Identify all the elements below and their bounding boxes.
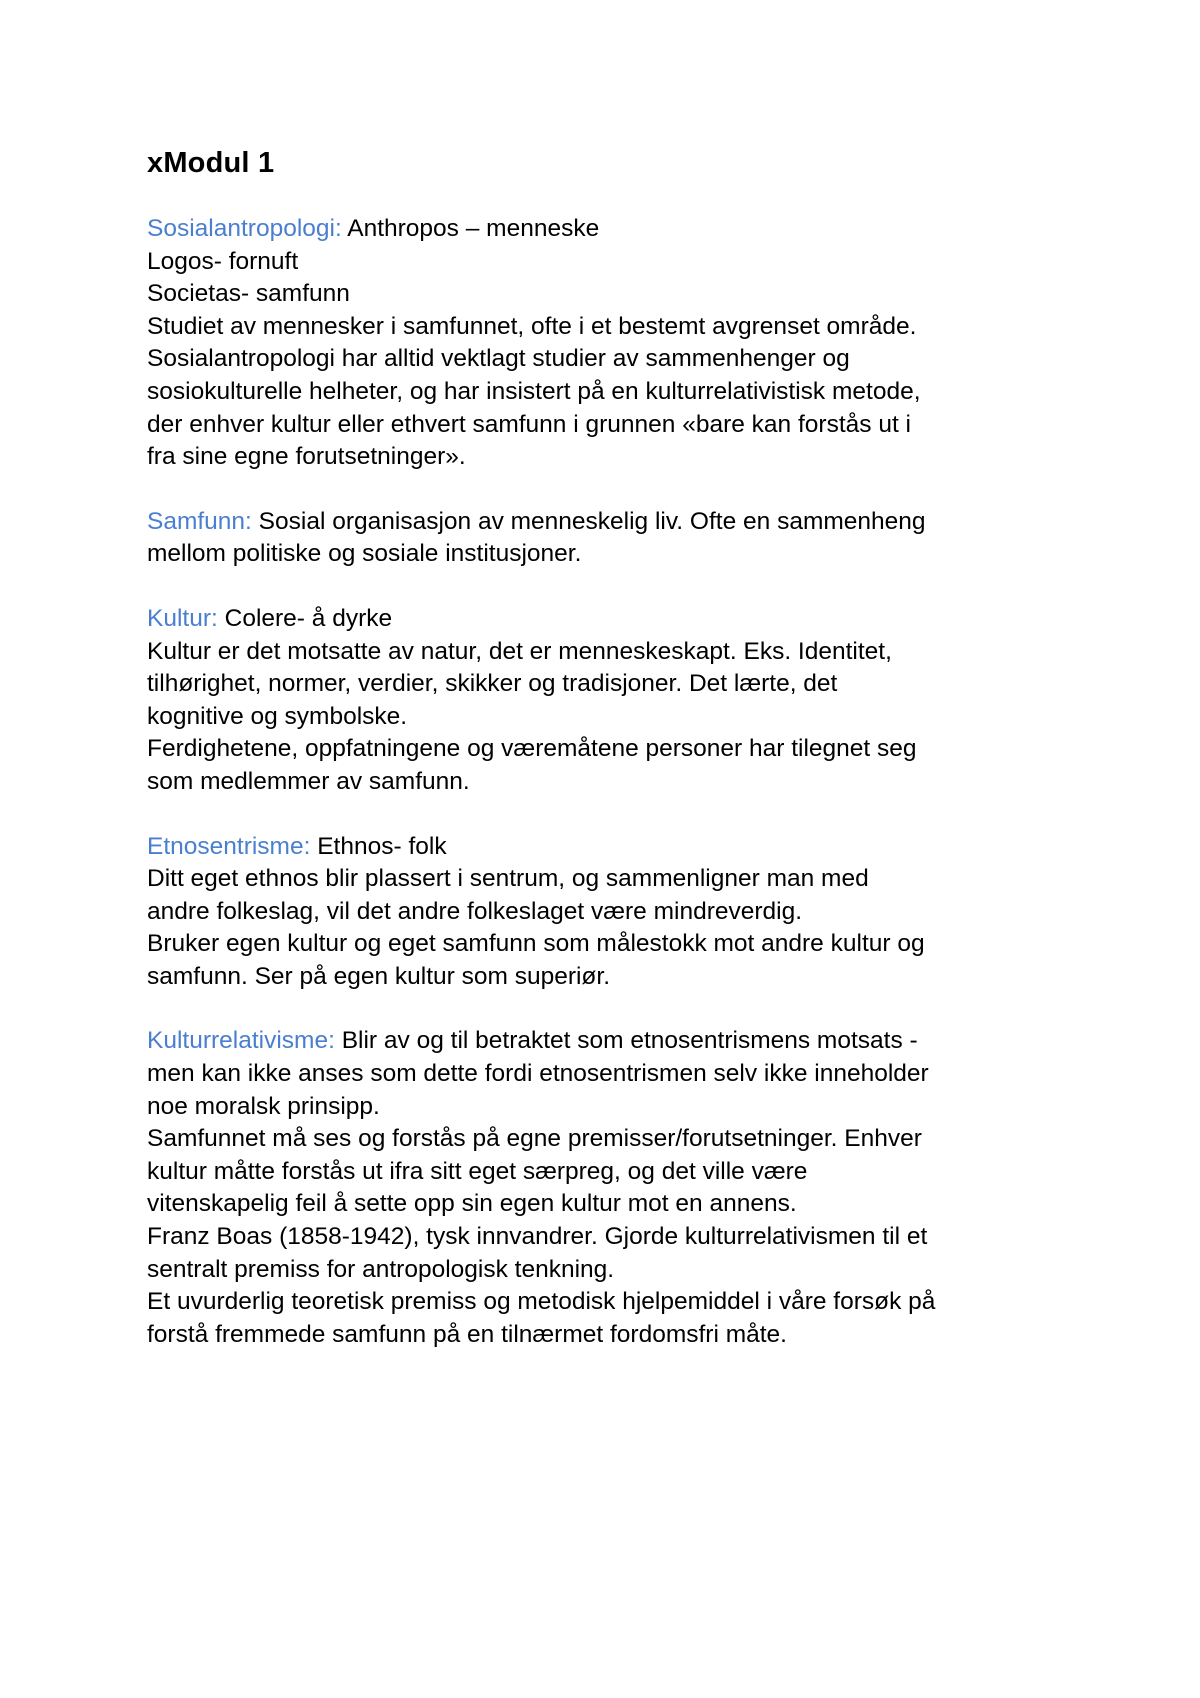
body-line: men kan ikke anses som dette fordi etnosentrismen selv ikke inneholder bbox=[147, 1060, 929, 1088]
definition-line bbox=[147, 506, 1087, 539]
body-line: Sosialantropologi har alltid vektlagt studier av sammenhenger og bbox=[147, 345, 850, 373]
body-line: Ferdighetene, oppfatningene og væremåtene personer har tilegnet seg bbox=[147, 735, 917, 763]
definition-line bbox=[147, 1025, 1087, 1058]
body-line: Bruker egen kultur og eget samfunn som målestokk mot andre kultur og bbox=[147, 930, 925, 958]
body-line: Logos- fornuft bbox=[147, 247, 299, 275]
definition-line bbox=[147, 831, 1087, 864]
document-title: xModul 1 bbox=[147, 147, 275, 179]
body-line: Kultur er det motsatte av natur, det er menneskeskapt. Eks. Identitet, bbox=[147, 637, 892, 665]
body-line: Studiet av mennesker i samfunnet, ofte i et bestemt avgrenset område. bbox=[147, 312, 917, 340]
body-line: tilhørighet, normer, verdier, skikker og tradisjoner. Det lærte, det bbox=[147, 670, 838, 698]
body-line: mellom politiske og sosiale institusjoner. bbox=[147, 540, 582, 568]
body-line: Samfunnet må ses og forstås på egne premisser/forutsetninger. Enhver bbox=[147, 1125, 922, 1153]
line-text: Sosial organisasjon av menneskelig liv. Ofte en sammenheng bbox=[251, 507, 926, 535]
body-line: samfunn. Ser på egen kultur som superiør. bbox=[147, 962, 610, 990]
body-line: der enhver kultur eller ethvert samfunn i grunnen «bare kan forstås ut i bbox=[147, 410, 911, 438]
body-line: som medlemmer av samfunn. bbox=[147, 767, 470, 795]
body-line: sentralt premiss for antropologisk tenkning. bbox=[147, 1255, 615, 1283]
body-line: Ditt eget ethnos blir plassert i sentrum, og sammenligner man med bbox=[147, 865, 869, 893]
term-label: Etnosentrisme: bbox=[147, 832, 311, 860]
term-label: Kultur: bbox=[147, 604, 218, 632]
section-sosialantropologi bbox=[147, 213, 1087, 474]
definition-line bbox=[147, 213, 1087, 246]
body-line: Et uvurderlig teoretisk premiss og metodisk hjelpemiddel i våre forsøk på bbox=[147, 1288, 936, 1316]
term-label: Samfunn: bbox=[147, 507, 252, 535]
section-samfunn bbox=[147, 506, 1087, 571]
body-line: Societas- samfunn bbox=[147, 280, 350, 308]
body-line: forstå fremmede samfunn på en tilnærmet fordomsfri måte. bbox=[147, 1320, 787, 1348]
line-text: Anthropos – menneske bbox=[341, 215, 600, 242]
body-line: kognitive og symbolske. bbox=[147, 702, 408, 730]
body-line: Franz Boas (1858-1942), tysk innvandrer. Gjorde kulturrelativismen til et bbox=[147, 1223, 928, 1251]
term-label: Kulturrelativisme: bbox=[147, 1027, 335, 1055]
section-etnosentrisme bbox=[147, 831, 1087, 994]
line-text: Colere- å dyrke bbox=[217, 604, 393, 632]
body-line: kultur måtte forstås ut ifra sitt eget særpreg, og det ville være bbox=[147, 1157, 808, 1185]
definition-line bbox=[147, 603, 1087, 636]
line-text: Blir av og til betraktet som etnosentrismens motsats - bbox=[334, 1027, 918, 1055]
body-line: vitenskapelig feil å sette opp sin egen kultur mot en annens. bbox=[147, 1190, 797, 1218]
section-kulturrelativisme bbox=[147, 1025, 1087, 1351]
body-line: sosiokulturelle helheter, og har insistert på en kulturrelativistisk metode, bbox=[147, 377, 921, 405]
document-page bbox=[147, 143, 1087, 1383]
line-text: Ethnos- folk bbox=[310, 832, 447, 860]
body-line: andre folkeslag, vil det andre folkeslaget være mindreverdig. bbox=[147, 897, 803, 925]
term-label: Sosialantropologi: bbox=[147, 215, 342, 242]
body-line: fra sine egne forutsetninger». bbox=[147, 443, 466, 471]
body-line: noe moralsk prinsipp. bbox=[147, 1092, 380, 1120]
section-kultur bbox=[147, 603, 1087, 799]
